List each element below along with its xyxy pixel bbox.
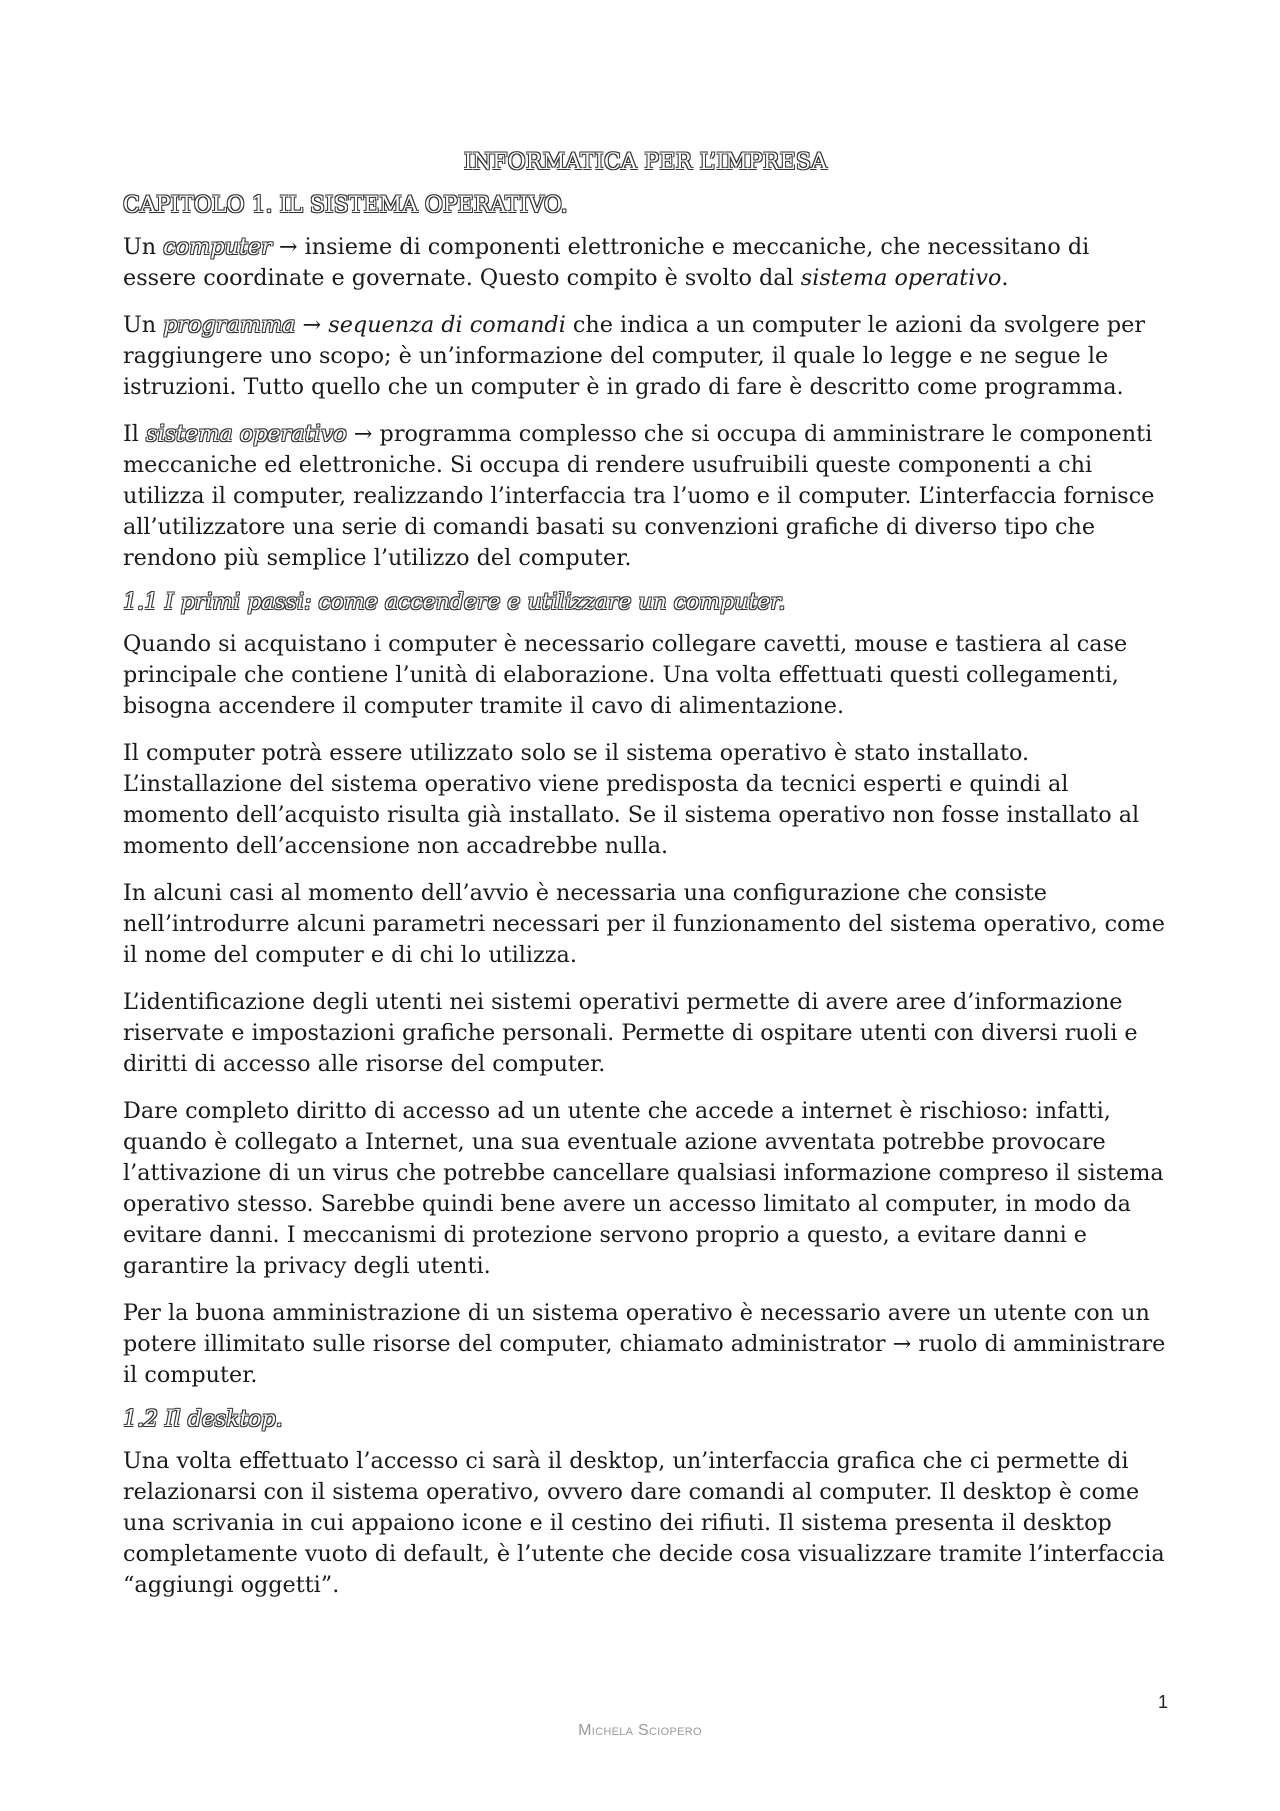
term-computer: computer: [163, 234, 272, 260]
chapter-heading: CAPITOLO 1. IL SISTEMA OPERATIVO.: [123, 193, 568, 218]
paragraph: Per la buona amministrazione di un sistema operativo è necessario avere un utente con un potere illimitato sulle risorse del computer, chiamato administrator → ruolo di amministrare il computer.: [123, 1300, 1166, 1388]
paragraph-text: che indica a un computer le azioni da svolgere per raggiungere uno scopo; è un’informazione del computer, il quale lo legge e ne segue le istruzioni. Tutto quello che un computer è in grado di fare è descritto come programma.: [123, 312, 1145, 400]
document-title: INFORMATICA PER L’IMPRESA: [463, 150, 828, 175]
paragraph: Una volta effettuato l’accesso ci sarà il desktop, un’interfaccia grafica che ci permette di relazionarsi con il sistema operativo, ovvero dare comandi al computer. Il desktop è come una scrivania in cui appaiono icone e il cestino dei rifiuti. Il sistema presenta il desktop completamente vuoto di default, è l’utente che decide cosa visualizzare tramite l’interfaccia “aggiungi oggetti”.: [123, 1448, 1165, 1598]
arrow-glyph: →: [346, 421, 380, 447]
paragraph-text: programma complesso che si occupa di amministrare le componenti meccaniche ed elettroniche. Si occupa di rendere usufruibili queste componenti a chi utilizza il computer, realizzando l’interfaccia tra l’uomo e il computer. L’interfaccia fornisce all’utilizzatore una serie di comandi basati su convenzioni grafiche di diverso tipo che rendono più semplice l’utilizzo del computer.: [123, 421, 1155, 571]
paragraph-programma: [123, 310, 1168, 403]
paragraph: In alcuni casi al momento dell’avvio è necessaria una configurazione che consiste nell’introdurre alcuni parametri necessari per il funzionamento del sistema operativo, come il nome del computer e di chi lo utilizza.: [123, 880, 1165, 968]
section-heading-1-2: 1.2 Il desktop.: [123, 1407, 283, 1432]
section-heading-1-1: 1.1 I primi passi: come accendere e utilizzare un computer.: [123, 590, 786, 615]
paragraph-end: .: [1001, 265, 1009, 291]
paragraph-computer: [123, 232, 1168, 294]
term-sistema-operativo: sistema operativo: [146, 421, 347, 447]
arrow-glyph: →: [295, 312, 329, 338]
paragraph-prefix: Il: [123, 421, 147, 447]
arrow-glyph: →: [271, 234, 305, 260]
paragraph: L’identificazione degli utenti nei sistemi operativi permette di avere aree d’informazione riservate e impostazioni grafiche personali. Permette di ospitare utenti con diversi ruoli e diritti di accesso alle risorse del computer.: [123, 989, 1138, 1077]
paragraph-text: insieme di componenti elettroniche e meccaniche, che necessitano di essere coordinate e governate. Questo compito è svolto dal: [123, 234, 1090, 291]
paragraph: Quando si acquistano i computer è necessario collegare cavetti, mouse e tastiera al case principale che contiene l’unità di elaborazione. Una volta effettuati questi collegamenti, bisogna accendere il computer tramite il cavo di alimentazione.: [123, 631, 1128, 719]
paragraph-prefix: Un: [123, 234, 164, 260]
page-number: 1: [1157, 1692, 1168, 1712]
paragraph-sistema-operativo: [123, 419, 1168, 574]
paragraph: Il computer potrà essere utilizzato solo se il sistema operativo è stato installato. L’installazione del sistema operativo viene predisposta da tecnici esperti e quindi al momento dell’acquisto risulta già installato. Se il sistema operativo non fosse installato al momento dell’accensione non accadrebbe nulla.: [123, 740, 1140, 859]
emphasis-text: sistema operativo: [800, 265, 1002, 291]
paragraph: Dare completo diritto di accesso ad un utente che accede a internet è rischioso: infatti, quando è collegato a Internet, una sua eventuale azione avventata potrebbe provocare l’attivazione di un virus che potrebbe cancellare qualsiasi informazione compreso il sistema operativo stesso. Sarebbe quindi bene avere un accesso limitato al computer, in modo da evitare danni. I meccanismi di protezione servono proprio a questo, a evitare danni e garantire la privacy degli utenti.: [123, 1098, 1164, 1279]
footer-author: Michela Sciopero: [578, 1722, 702, 1739]
document-body: [123, 150, 1168, 1617]
paragraph-prefix: Un: [123, 312, 164, 338]
term-programma: programma: [163, 312, 296, 338]
emphasis-text: sequenza di comandi: [328, 312, 566, 338]
